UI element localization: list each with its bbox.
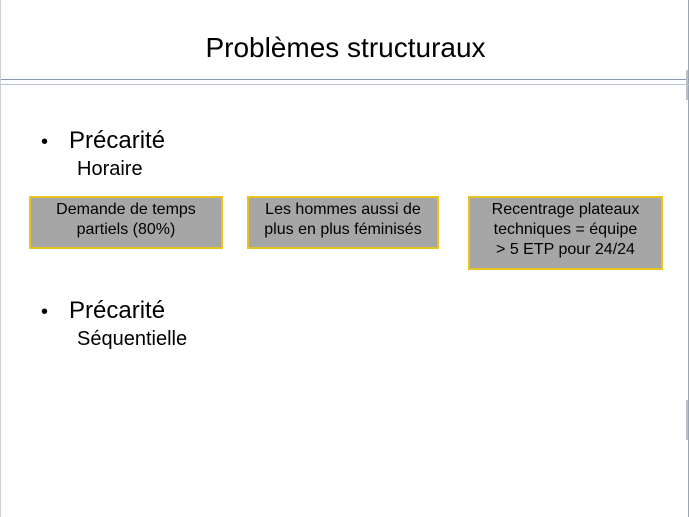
bullet-subtext: Horaire — [77, 158, 143, 180]
edge-mark — [686, 400, 688, 440]
bullet-marker: • — [41, 131, 49, 153]
bullet-precarite-sequentielle — [41, 297, 165, 325]
box-line: plus en plus féminisés — [264, 221, 422, 238]
box-line: partiels (80%) — [76, 221, 176, 238]
box-line: Les hommes aussi de — [265, 201, 421, 218]
box-line: Recentrage plateaux — [491, 201, 640, 218]
bullet-precarite-horaire — [41, 127, 165, 155]
title-divider-line — [1, 79, 689, 80]
box-line: Demande de temps — [56, 201, 196, 218]
info-box-temps-partiels — [29, 196, 223, 249]
edge-mark — [686, 70, 688, 100]
bullet-heading: Précarité — [69, 127, 166, 154]
info-box-hommes-feminises — [247, 196, 439, 249]
box-line: > 5 ETP pour 24/24 — [496, 241, 635, 258]
title-divider-line-secondary — [1, 84, 689, 85]
box-line: techniques = équipe — [493, 221, 638, 238]
info-box-recentrage-plateaux — [468, 196, 663, 270]
bullet-marker: • — [41, 301, 49, 323]
bullet-subtext: Séquentielle — [77, 328, 188, 350]
bullet-heading: Précarité — [69, 297, 166, 324]
slide-title: Problèmes structuraux — [205, 32, 486, 63]
